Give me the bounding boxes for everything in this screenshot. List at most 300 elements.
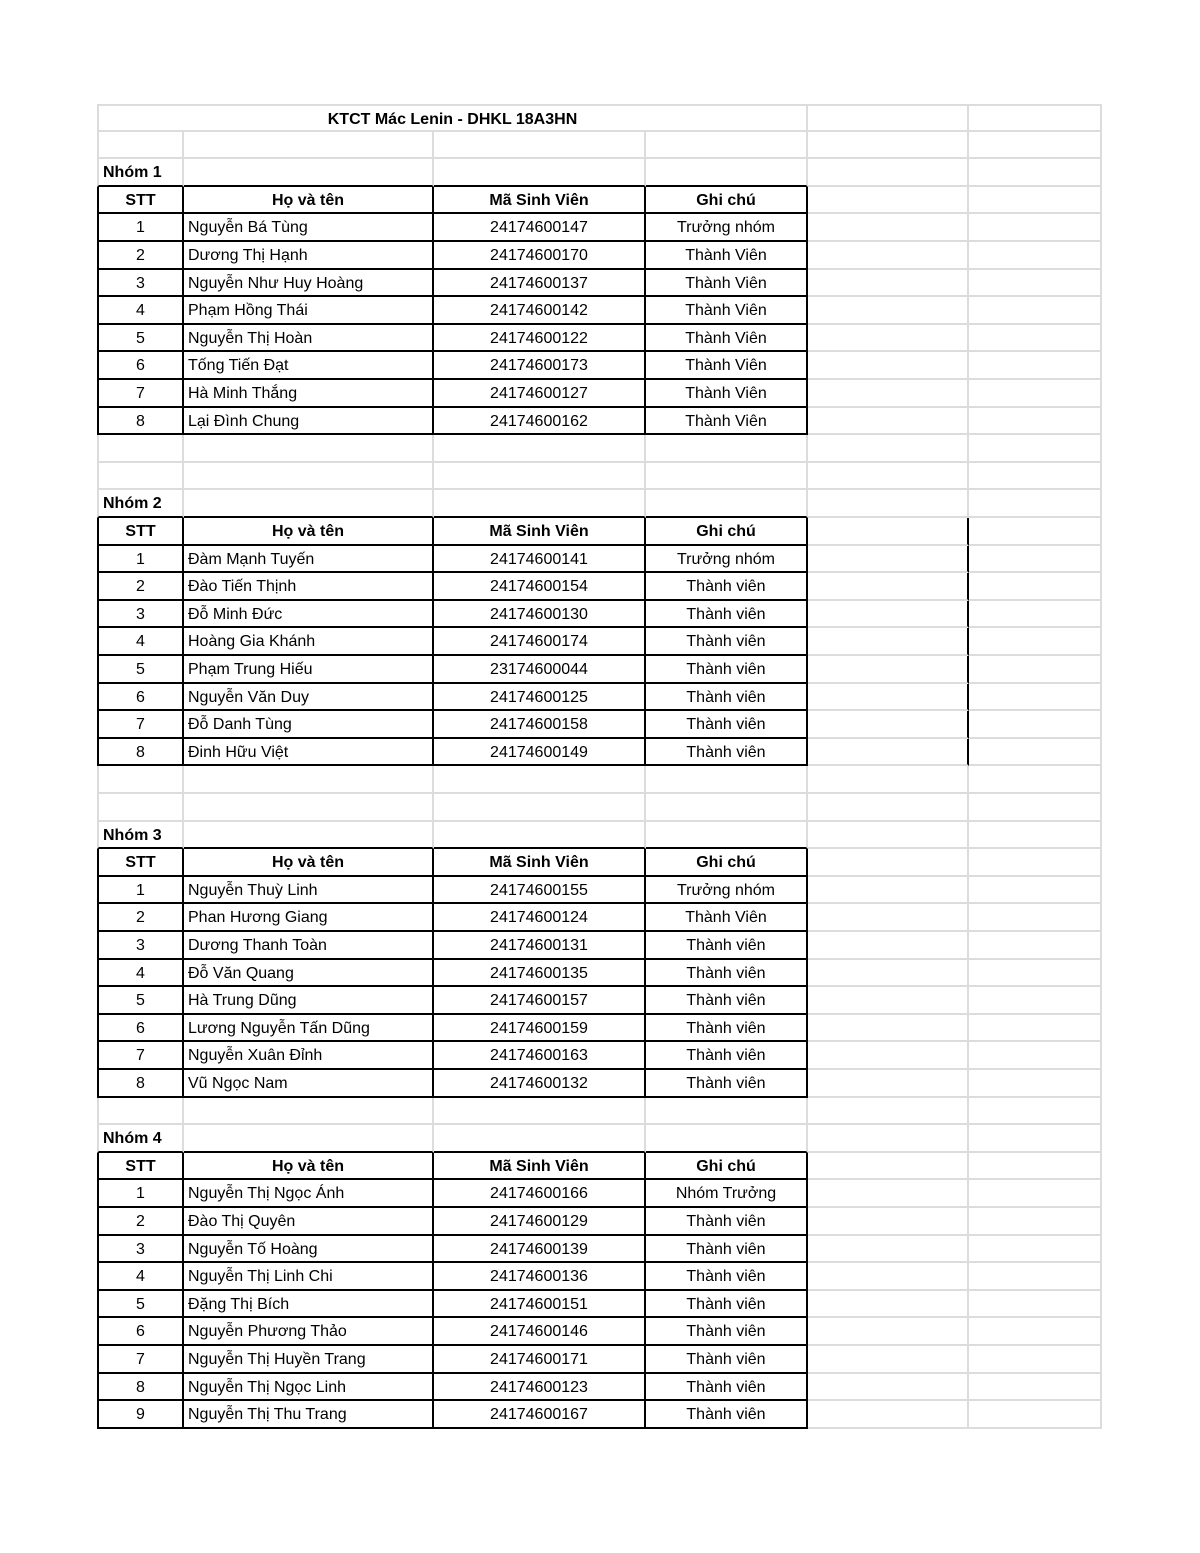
empty-cell[interactable] — [646, 794, 808, 822]
note-cell[interactable]: Thành Viên — [646, 325, 808, 353]
empty-cell[interactable] — [808, 904, 969, 932]
note-cell[interactable]: Thành viên — [646, 628, 808, 656]
note-cell[interactable]: Thành viên — [646, 1263, 808, 1291]
empty-cell[interactable] — [808, 352, 969, 380]
empty-cell[interactable] — [808, 463, 969, 491]
student-name-cell[interactable]: Nguyễn Xuân Đỉnh — [184, 1042, 434, 1070]
student-name-cell[interactable]: Nguyễn Thị Linh Chi — [184, 1263, 434, 1291]
empty-cell[interactable] — [184, 490, 434, 518]
empty-cell[interactable] — [808, 159, 969, 187]
group-title[interactable]: Nhóm 1 — [97, 159, 184, 187]
empty-cell[interactable] — [969, 684, 1102, 712]
table-row — [97, 352, 1102, 380]
stt-cell[interactable]: 5 — [97, 325, 184, 353]
empty-cell[interactable] — [969, 1236, 1102, 1264]
student-name-cell[interactable]: Đỗ Danh Tùng — [184, 711, 434, 739]
empty-cell[interactable] — [808, 573, 969, 601]
empty-cell[interactable] — [808, 822, 969, 850]
empty-cell[interactable] — [808, 1015, 969, 1043]
empty-cell[interactable] — [969, 490, 1102, 518]
empty-cell[interactable] — [808, 960, 969, 988]
empty-cell[interactable] — [808, 684, 969, 712]
empty-cell[interactable] — [808, 325, 969, 353]
note-cell[interactable]: Thành viên — [646, 656, 808, 684]
empty-cell[interactable] — [969, 794, 1102, 822]
student-name-cell[interactable]: Nguyễn Thị Thu Trang — [184, 1401, 434, 1429]
empty-cell[interactable] — [969, 1401, 1102, 1429]
empty-cell[interactable] — [808, 877, 969, 905]
empty-cell[interactable] — [969, 159, 1102, 187]
empty-cell[interactable] — [808, 1236, 969, 1264]
name-header[interactable]: Họ và tên — [184, 849, 434, 877]
empty-cell[interactable] — [434, 132, 646, 160]
stt-cell[interactable]: 6 — [97, 684, 184, 712]
stt-header[interactable]: STT — [97, 1153, 184, 1181]
empty-cell[interactable] — [808, 1125, 969, 1153]
empty-cell[interactable] — [808, 1042, 969, 1070]
empty-cell[interactable] — [808, 987, 969, 1015]
empty-cell[interactable] — [969, 1291, 1102, 1319]
student-id-cell[interactable]: 24174600127 — [434, 380, 646, 408]
student-name-cell[interactable]: Nguyễn Thị Ngọc Linh — [184, 1374, 434, 1402]
empty-cell[interactable] — [969, 187, 1102, 215]
student-id-cell[interactable]: 24174600136 — [434, 1263, 646, 1291]
stt-cell[interactable]: 3 — [97, 270, 184, 298]
empty-cell[interactable] — [808, 1401, 969, 1429]
note-cell[interactable]: Thành viên — [646, 1070, 808, 1098]
student-id-cell[interactable]: 24174600135 — [434, 960, 646, 988]
stt-cell[interactable]: 7 — [97, 711, 184, 739]
note-cell[interactable]: Thành viên — [646, 739, 808, 767]
note-header[interactable]: Ghi chú — [646, 187, 808, 215]
note-cell[interactable]: Trưởng nhóm — [646, 214, 808, 242]
empty-cell[interactable] — [969, 518, 1102, 546]
empty-cell[interactable] — [808, 1208, 969, 1236]
note-cell[interactable]: Trưởng nhóm — [646, 546, 808, 574]
empty-cell[interactable] — [969, 1098, 1102, 1126]
empty-cell[interactable] — [808, 1180, 969, 1208]
student-name-cell[interactable]: Đỗ Văn Quang — [184, 960, 434, 988]
empty-cell[interactable] — [808, 601, 969, 629]
empty-cell[interactable] — [808, 187, 969, 215]
empty-cell[interactable] — [808, 490, 969, 518]
student-id-cell[interactable]: 24174600123 — [434, 1374, 646, 1402]
student-id-cell[interactable]: 24174600139 — [434, 1236, 646, 1264]
empty-cell[interactable] — [808, 932, 969, 960]
empty-cell[interactable] — [969, 1153, 1102, 1181]
empty-cell[interactable] — [969, 628, 1102, 656]
student-id-cell[interactable]: 24174600149 — [434, 739, 646, 767]
empty-cell[interactable] — [97, 132, 184, 160]
note-cell[interactable]: Thành viên — [646, 1042, 808, 1070]
student-name-cell[interactable]: Đào Tiến Thịnh — [184, 573, 434, 601]
student-name-cell[interactable]: Đào Thị Quyên — [184, 1208, 434, 1236]
stt-cell[interactable]: 4 — [97, 1263, 184, 1291]
stt-cell[interactable]: 1 — [97, 214, 184, 242]
note-cell[interactable]: Thành viên — [646, 1236, 808, 1264]
student-id-header[interactable]: Mã Sinh Viên — [434, 1153, 646, 1181]
empty-cell[interactable] — [969, 849, 1102, 877]
empty-cell[interactable] — [808, 435, 969, 463]
empty-cell[interactable] — [646, 1125, 808, 1153]
stt-cell[interactable]: 5 — [97, 987, 184, 1015]
empty-cell[interactable] — [969, 435, 1102, 463]
stt-cell[interactable]: 3 — [97, 932, 184, 960]
empty-cell[interactable] — [808, 104, 969, 132]
student-name-cell[interactable]: Vũ Ngọc Nam — [184, 1070, 434, 1098]
student-id-cell[interactable]: 24174600157 — [434, 987, 646, 1015]
empty-cell[interactable] — [969, 380, 1102, 408]
stt-cell[interactable]: 1 — [97, 546, 184, 574]
empty-cell[interactable] — [434, 490, 646, 518]
student-id-cell[interactable]: 24174600129 — [434, 1208, 646, 1236]
stt-cell[interactable]: 4 — [97, 628, 184, 656]
note-header[interactable]: Ghi chú — [646, 518, 808, 546]
student-id-cell[interactable]: 24174600154 — [434, 573, 646, 601]
empty-cell[interactable] — [808, 132, 969, 160]
empty-cell[interactable] — [969, 352, 1102, 380]
table-row — [97, 601, 1102, 629]
empty-cell[interactable] — [97, 1098, 184, 1126]
student-id-cell[interactable]: 24174600170 — [434, 242, 646, 270]
student-id-cell[interactable]: 24174600158 — [434, 711, 646, 739]
stt-cell[interactable]: 7 — [97, 380, 184, 408]
empty-cell[interactable] — [184, 794, 434, 822]
table-row — [97, 960, 1102, 988]
empty-cell[interactable] — [969, 270, 1102, 298]
group-title[interactable]: Nhóm 3 — [97, 822, 184, 850]
empty-cell[interactable] — [808, 794, 969, 822]
blank-row — [97, 435, 1102, 463]
blank-row — [97, 463, 1102, 491]
empty-cell[interactable] — [969, 904, 1102, 932]
empty-cell[interactable] — [434, 822, 646, 850]
note-cell[interactable]: Thành viên — [646, 1346, 808, 1374]
student-name-cell[interactable]: Tống Tiến Đạt — [184, 352, 434, 380]
table-row — [97, 904, 1102, 932]
stt-cell[interactable]: 1 — [97, 1180, 184, 1208]
student-name-cell[interactable]: Lương Nguyễn Tấn Dũng — [184, 1015, 434, 1043]
table-row — [97, 546, 1102, 574]
empty-cell[interactable] — [434, 1125, 646, 1153]
student-id-cell[interactable]: 24174600155 — [434, 877, 646, 905]
student-name-cell[interactable]: Nguyễn Thuỳ Linh — [184, 877, 434, 905]
empty-cell[interactable] — [808, 656, 969, 684]
empty-cell[interactable] — [969, 987, 1102, 1015]
table-row — [97, 573, 1102, 601]
empty-cell[interactable] — [969, 408, 1102, 436]
empty-cell[interactable] — [969, 960, 1102, 988]
empty-cell[interactable] — [434, 794, 646, 822]
stt-cell[interactable]: 7 — [97, 1042, 184, 1070]
note-cell[interactable]: Trưởng nhóm — [646, 877, 808, 905]
empty-cell[interactable] — [646, 463, 808, 491]
empty-cell[interactable] — [969, 1180, 1102, 1208]
student-name-cell[interactable]: Dương Thanh Toàn — [184, 932, 434, 960]
student-id-cell[interactable]: 24174600167 — [434, 1401, 646, 1429]
empty-cell[interactable] — [808, 408, 969, 436]
empty-cell[interactable] — [969, 242, 1102, 270]
stt-header[interactable]: STT — [97, 849, 184, 877]
note-cell[interactable]: Thành Viên — [646, 352, 808, 380]
note-cell[interactable]: Thành viên — [646, 1015, 808, 1043]
empty-cell[interactable] — [184, 435, 434, 463]
empty-cell[interactable] — [969, 1318, 1102, 1346]
stt-cell[interactable]: 6 — [97, 1015, 184, 1043]
student-id-header[interactable]: Mã Sinh Viên — [434, 187, 646, 215]
stt-cell[interactable]: 3 — [97, 601, 184, 629]
group-title[interactable]: Nhóm 4 — [97, 1125, 184, 1153]
student-name-cell[interactable]: Nguyễn Thị Ngọc Ánh — [184, 1180, 434, 1208]
stt-cell[interactable]: 6 — [97, 1318, 184, 1346]
student-id-cell[interactable]: 24174600151 — [434, 1291, 646, 1319]
note-cell[interactable]: Thành Viên — [646, 408, 808, 436]
empty-cell[interactable] — [969, 711, 1102, 739]
empty-cell[interactable] — [97, 766, 184, 794]
empty-cell[interactable] — [969, 877, 1102, 905]
group-3-name-row — [97, 822, 1102, 850]
table-row — [97, 1291, 1102, 1319]
note-cell[interactable]: Thành viên — [646, 573, 808, 601]
table-row — [97, 214, 1102, 242]
empty-cell[interactable] — [969, 1263, 1102, 1291]
student-id-cell[interactable]: 24174600122 — [434, 325, 646, 353]
student-id-cell[interactable]: 24174600132 — [434, 1070, 646, 1098]
empty-cell[interactable] — [808, 628, 969, 656]
empty-cell[interactable] — [434, 766, 646, 794]
student-name-cell[interactable]: Đỗ Minh Đức — [184, 601, 434, 629]
empty-cell[interactable] — [184, 1098, 434, 1126]
student-name-cell[interactable]: Nguyễn Văn Duy — [184, 684, 434, 712]
note-cell[interactable]: Thành viên — [646, 987, 808, 1015]
stt-cell[interactable]: 3 — [97, 1236, 184, 1264]
note-header[interactable]: Ghi chú — [646, 1153, 808, 1181]
student-name-cell[interactable]: Nguyễn Như Huy Hoàng — [184, 270, 434, 298]
stt-cell[interactable]: 8 — [97, 408, 184, 436]
stt-header[interactable]: STT — [97, 518, 184, 546]
stt-cell[interactable]: 2 — [97, 573, 184, 601]
empty-cell[interactable] — [969, 1208, 1102, 1236]
sheet-title[interactable]: KTCT Mác Lenin - DHKL 18A3HN — [97, 104, 808, 132]
student-id-cell[interactable]: 23174600044 — [434, 656, 646, 684]
note-cell[interactable]: Nhóm Trưởng — [646, 1180, 808, 1208]
name-header[interactable]: Họ và tên — [184, 1153, 434, 1181]
student-name-cell[interactable]: Đinh Hữu Việt — [184, 739, 434, 767]
group-3-header-row — [97, 849, 1102, 877]
empty-cell[interactable] — [184, 159, 434, 187]
student-id-cell[interactable]: 24174600141 — [434, 546, 646, 574]
student-name-cell[interactable]: Nguyễn Thị Hoàn — [184, 325, 434, 353]
empty-cell[interactable] — [808, 1153, 969, 1181]
empty-cell[interactable] — [646, 490, 808, 518]
table-row — [97, 1208, 1102, 1236]
empty-cell[interactable] — [646, 159, 808, 187]
empty-cell[interactable] — [808, 1374, 969, 1402]
note-cell[interactable]: Thành viên — [646, 960, 808, 988]
student-name-cell[interactable]: Nguyễn Bá Tùng — [184, 214, 434, 242]
note-cell[interactable]: Thành Viên — [646, 380, 808, 408]
note-cell[interactable]: Thành viên — [646, 601, 808, 629]
empty-cell[interactable] — [97, 463, 184, 491]
note-cell[interactable]: Thành viên — [646, 1318, 808, 1346]
stt-cell[interactable]: 1 — [97, 877, 184, 905]
student-id-cell[interactable]: 24174600174 — [434, 628, 646, 656]
empty-cell[interactable] — [969, 104, 1102, 132]
student-name-cell[interactable]: Hoàng Gia Khánh — [184, 628, 434, 656]
student-id-cell[interactable]: 24174600137 — [434, 270, 646, 298]
empty-cell[interactable] — [808, 1318, 969, 1346]
table-row — [97, 1318, 1102, 1346]
empty-cell[interactable] — [969, 739, 1102, 767]
stt-cell[interactable]: 5 — [97, 1291, 184, 1319]
note-header[interactable]: Ghi chú — [646, 849, 808, 877]
note-cell[interactable]: Thành viên — [646, 711, 808, 739]
empty-cell[interactable] — [969, 214, 1102, 242]
empty-cell[interactable] — [808, 1346, 969, 1374]
note-cell[interactable]: Thành viên — [646, 1208, 808, 1236]
empty-cell[interactable] — [808, 242, 969, 270]
stt-cell[interactable]: 2 — [97, 1208, 184, 1236]
empty-cell[interactable] — [646, 766, 808, 794]
student-name-cell[interactable]: Đàm Mạnh Tuyến — [184, 546, 434, 574]
note-cell[interactable]: Thành viên — [646, 1374, 808, 1402]
empty-cell[interactable] — [808, 1098, 969, 1126]
group-1-header-row — [97, 187, 1102, 215]
empty-cell[interactable] — [808, 518, 969, 546]
empty-cell[interactable] — [434, 435, 646, 463]
student-name-cell[interactable]: Phạm Hồng Thái — [184, 297, 434, 325]
empty-cell[interactable] — [808, 711, 969, 739]
stt-cell[interactable]: 8 — [97, 1374, 184, 1402]
student-id-cell[interactable]: 24174600125 — [434, 684, 646, 712]
student-id-cell[interactable]: 24174600147 — [434, 214, 646, 242]
stt-header[interactable]: STT — [97, 187, 184, 215]
note-cell[interactable]: Thành viên — [646, 1291, 808, 1319]
empty-cell[interactable] — [808, 546, 969, 574]
student-name-cell[interactable]: Phạm Trung Hiếu — [184, 656, 434, 684]
student-name-cell[interactable]: Nguyễn Thị Huyền Trang — [184, 1346, 434, 1374]
empty-cell[interactable] — [969, 297, 1102, 325]
empty-cell[interactable] — [808, 766, 969, 794]
note-cell[interactable]: Thành Viên — [646, 242, 808, 270]
empty-cell[interactable] — [969, 325, 1102, 353]
empty-cell[interactable] — [184, 1125, 434, 1153]
stt-cell[interactable]: 8 — [97, 739, 184, 767]
empty-cell[interactable] — [969, 1125, 1102, 1153]
student-id-cell[interactable]: 24174600171 — [434, 1346, 646, 1374]
empty-cell[interactable] — [808, 380, 969, 408]
empty-cell[interactable] — [969, 1042, 1102, 1070]
student-id-cell[interactable]: 24174600173 — [434, 352, 646, 380]
empty-cell[interactable] — [969, 656, 1102, 684]
stt-cell[interactable]: 9 — [97, 1401, 184, 1429]
empty-cell[interactable] — [969, 463, 1102, 491]
empty-cell[interactable] — [808, 739, 969, 767]
student-id-header[interactable]: Mã Sinh Viên — [434, 518, 646, 546]
empty-cell[interactable] — [808, 1291, 969, 1319]
student-name-cell[interactable]: Dương Thị Hạnh — [184, 242, 434, 270]
group-title[interactable]: Nhóm 2 — [97, 490, 184, 518]
student-id-cell[interactable]: 24174600162 — [434, 408, 646, 436]
empty-cell[interactable] — [969, 1070, 1102, 1098]
empty-cell[interactable] — [969, 932, 1102, 960]
empty-cell[interactable] — [646, 822, 808, 850]
stt-cell[interactable]: 5 — [97, 656, 184, 684]
student-id-cell[interactable]: 24174600166 — [434, 1180, 646, 1208]
student-name-cell[interactable]: Hà Minh Thắng — [184, 380, 434, 408]
student-id-cell[interactable]: 24174600131 — [434, 932, 646, 960]
student-name-cell[interactable]: Phan Hương Giang — [184, 904, 434, 932]
student-id-cell[interactable]: 24174600146 — [434, 1318, 646, 1346]
name-header[interactable]: Họ và tên — [184, 187, 434, 215]
empty-cell[interactable] — [808, 1263, 969, 1291]
empty-cell[interactable] — [808, 270, 969, 298]
student-name-cell[interactable]: Hà Trung Dũng — [184, 987, 434, 1015]
student-name-cell[interactable]: Nguyễn Phương Thảo — [184, 1318, 434, 1346]
student-name-cell[interactable]: Nguyễn Tố Hoàng — [184, 1236, 434, 1264]
note-cell[interactable]: Thành viên — [646, 684, 808, 712]
empty-cell[interactable] — [808, 214, 969, 242]
stt-cell[interactable]: 2 — [97, 242, 184, 270]
empty-cell[interactable] — [434, 463, 646, 491]
empty-cell[interactable] — [184, 132, 434, 160]
student-id-cell[interactable]: 24174600159 — [434, 1015, 646, 1043]
student-id-cell[interactable]: 24174600142 — [434, 297, 646, 325]
stt-cell[interactable]: 7 — [97, 1346, 184, 1374]
empty-cell[interactable] — [646, 435, 808, 463]
empty-cell[interactable] — [969, 132, 1102, 160]
student-id-header[interactable]: Mã Sinh Viên — [434, 849, 646, 877]
empty-cell[interactable] — [434, 159, 646, 187]
student-name-cell[interactable]: Lại Đình Chung — [184, 408, 434, 436]
empty-cell[interactable] — [646, 132, 808, 160]
stt-cell[interactable]: 4 — [97, 297, 184, 325]
note-cell[interactable]: Thành Viên — [646, 904, 808, 932]
note-cell[interactable]: Thành viên — [646, 932, 808, 960]
stt-cell[interactable]: 8 — [97, 1070, 184, 1098]
empty-cell[interactable] — [97, 435, 184, 463]
empty-cell[interactable] — [184, 822, 434, 850]
stt-cell[interactable]: 6 — [97, 352, 184, 380]
empty-cell[interactable] — [808, 297, 969, 325]
empty-cell[interactable] — [969, 546, 1102, 574]
empty-cell[interactable] — [969, 573, 1102, 601]
student-id-cell[interactable]: 24174600130 — [434, 601, 646, 629]
empty-cell[interactable] — [969, 1015, 1102, 1043]
stt-cell[interactable]: 2 — [97, 904, 184, 932]
student-id-cell[interactable]: 24174600124 — [434, 904, 646, 932]
note-cell[interactable]: Thành viên — [646, 1401, 808, 1429]
empty-cell[interactable] — [646, 1098, 808, 1126]
note-cell[interactable]: Thành Viên — [646, 297, 808, 325]
empty-cell[interactable] — [969, 1346, 1102, 1374]
empty-cell[interactable] — [969, 822, 1102, 850]
empty-cell[interactable] — [808, 849, 969, 877]
empty-cell[interactable] — [97, 794, 184, 822]
student-id-cell[interactable]: 24174600163 — [434, 1042, 646, 1070]
empty-cell[interactable] — [184, 463, 434, 491]
empty-cell[interactable] — [969, 1374, 1102, 1402]
empty-cell[interactable] — [184, 766, 434, 794]
stt-cell[interactable]: 4 — [97, 960, 184, 988]
note-cell[interactable]: Thành Viên — [646, 270, 808, 298]
empty-cell[interactable] — [969, 766, 1102, 794]
empty-cell[interactable] — [808, 1070, 969, 1098]
empty-cell[interactable] — [969, 601, 1102, 629]
student-name-cell[interactable]: Đặng Thị Bích — [184, 1291, 434, 1319]
empty-cell[interactable] — [434, 1098, 646, 1126]
name-header[interactable]: Họ và tên — [184, 518, 434, 546]
